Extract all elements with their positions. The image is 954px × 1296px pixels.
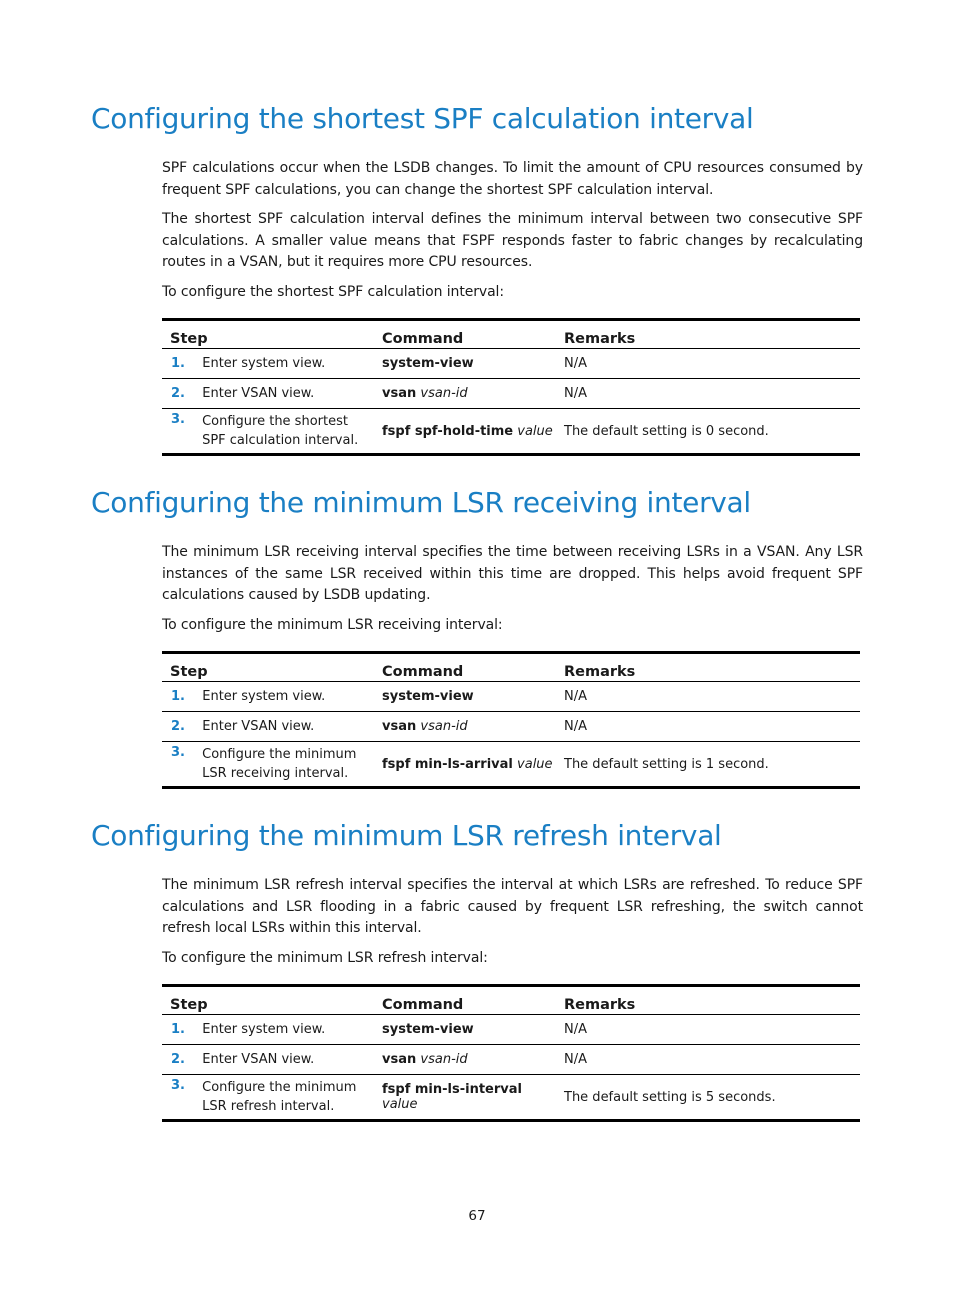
command-cell (374, 379, 556, 409)
command-keyword: fspf spf-hold-time (382, 423, 514, 439)
section-3-paragraph-1: The minimum LSR refresh interval specifies the interval at which LSRs are refreshed. To reduce SPF calculations and LSR flooding in a fabric caused by frequent LSR refreshing, the switch cannot refresh local LSRs within this interval. (162, 877, 863, 936)
section-2-table (162, 651, 860, 789)
remarks-cell: The default setting is 1 second. (564, 756, 769, 772)
table-header-step: Step (162, 986, 374, 1015)
step-number: 1. (171, 356, 185, 371)
table-row (162, 409, 860, 455)
step-description: Enter system view. (202, 356, 326, 371)
section-1-title: Configuring the shortest SPF calculation interval (91, 102, 754, 135)
step-number: 2. (171, 386, 185, 401)
step-cell (162, 712, 374, 742)
command-keyword: fspf min-ls-arrival (382, 756, 513, 772)
step-description: Enter VSAN view. (202, 386, 315, 401)
command-cell (374, 712, 556, 742)
command-keyword: vsan (382, 719, 417, 734)
command-cell (374, 409, 556, 455)
remarks-cell: N/A (564, 356, 587, 371)
table-header-step: Step (162, 653, 374, 682)
step-number: 1. (171, 689, 185, 704)
command-argument: vsan-id (420, 386, 468, 401)
step-description: Configure the minimum LSR receiving interval. (202, 747, 357, 781)
section-3-title: Configuring the minimum LSR refresh interval (91, 819, 722, 852)
step-number: 3. (171, 745, 185, 760)
table-header-step: Step (162, 320, 374, 349)
step-cell (162, 409, 374, 455)
command-argument: value (517, 423, 553, 439)
remarks-cell: N/A (564, 1022, 587, 1037)
step-description: Enter VSAN view. (202, 719, 315, 734)
step-number: 3. (171, 1078, 185, 1093)
section-1-paragraph-3: To configure the shortest SPF calculation interval: (162, 284, 504, 300)
table-header-remarks: Remarks (556, 320, 860, 349)
table-row (162, 1015, 860, 1045)
section-3-paragraph-2: To configure the minimum LSR refresh interval: (162, 950, 488, 966)
step-cell (162, 379, 374, 409)
table-header-remarks: Remarks (556, 653, 860, 682)
table-row (162, 1075, 860, 1121)
step-cell (162, 742, 374, 788)
remarks-cell: N/A (564, 386, 587, 401)
command-cell (374, 742, 556, 788)
remarks-cell: The default setting is 5 seconds. (564, 1089, 776, 1105)
remarks-cell: The default setting is 0 second. (564, 423, 769, 439)
remarks-cell: N/A (564, 1052, 587, 1067)
step-number: 1. (171, 1022, 185, 1037)
command-argument: vsan-id (420, 719, 468, 734)
section-2-paragraph-2: To configure the minimum LSR receiving interval: (162, 617, 503, 633)
section-2-paragraph-1: The minimum LSR receiving interval specifies the time between receiving LSRs in a VSAN. Any LSR instances of the same LSR received within this time are dropped. This helps avoid frequent SPF calculations caused by LSDB updating. (162, 544, 863, 603)
table-header-command: Command (374, 986, 556, 1015)
command-cell (374, 1045, 556, 1075)
table-row (162, 1045, 860, 1075)
command-keyword: system-view (382, 689, 474, 704)
command-keyword: vsan (382, 386, 417, 401)
command-argument: value (382, 1097, 418, 1112)
step-number: 2. (171, 719, 185, 734)
step-description: Enter system view. (202, 689, 326, 704)
table-header-command: Command (374, 653, 556, 682)
remarks-cell: N/A (564, 689, 587, 704)
section-1-paragraph-1: SPF calculations occur when the LSDB changes. To limit the amount of CPU resources consumed by frequent SPF calculations, you can change the shortest SPF calculation interval. (162, 160, 863, 198)
page-number: 67 (468, 1208, 486, 1224)
step-description: Enter system view. (202, 1022, 326, 1037)
table-header-remarks: Remarks (556, 986, 860, 1015)
step-number: 3. (171, 412, 185, 427)
step-description: Configure the shortest SPF calculation interval. (202, 414, 359, 448)
section-2-title: Configuring the minimum LSR receiving interval (91, 486, 751, 519)
command-keyword: fspf min-ls-interval (382, 1082, 522, 1097)
command-keyword: system-view (382, 1022, 474, 1037)
section-1-table (162, 318, 860, 456)
step-cell (162, 1045, 374, 1075)
command-cell (374, 349, 556, 379)
command-argument: vsan-id (420, 1052, 468, 1067)
table-row (162, 742, 860, 788)
command-cell (374, 682, 556, 712)
remarks-cell: N/A (564, 719, 587, 734)
step-number: 2. (171, 1052, 185, 1067)
step-cell (162, 1015, 374, 1045)
table-row (162, 712, 860, 742)
command-keyword: system-view (382, 356, 474, 371)
step-cell (162, 682, 374, 712)
table-header-command: Command (374, 320, 556, 349)
step-cell (162, 349, 374, 379)
command-cell (374, 1075, 556, 1121)
section-1-paragraph-2: The shortest SPF calculation interval defines the minimum interval between two consecutive SPF calculations. A smaller value means that FSPF responds faster to fabric changes by recalculating routes in a VSAN, but it requires more CPU resources. (162, 211, 863, 270)
table-row (162, 379, 860, 409)
command-argument: value (517, 756, 553, 772)
section-3-table (162, 984, 860, 1122)
step-description: Configure the minimum LSR refresh interval. (202, 1080, 357, 1114)
table-row (162, 349, 860, 379)
step-description: Enter VSAN view. (202, 1052, 315, 1067)
step-cell (162, 1075, 374, 1121)
command-keyword: vsan (382, 1052, 417, 1067)
table-row (162, 682, 860, 712)
command-cell (374, 1015, 556, 1045)
